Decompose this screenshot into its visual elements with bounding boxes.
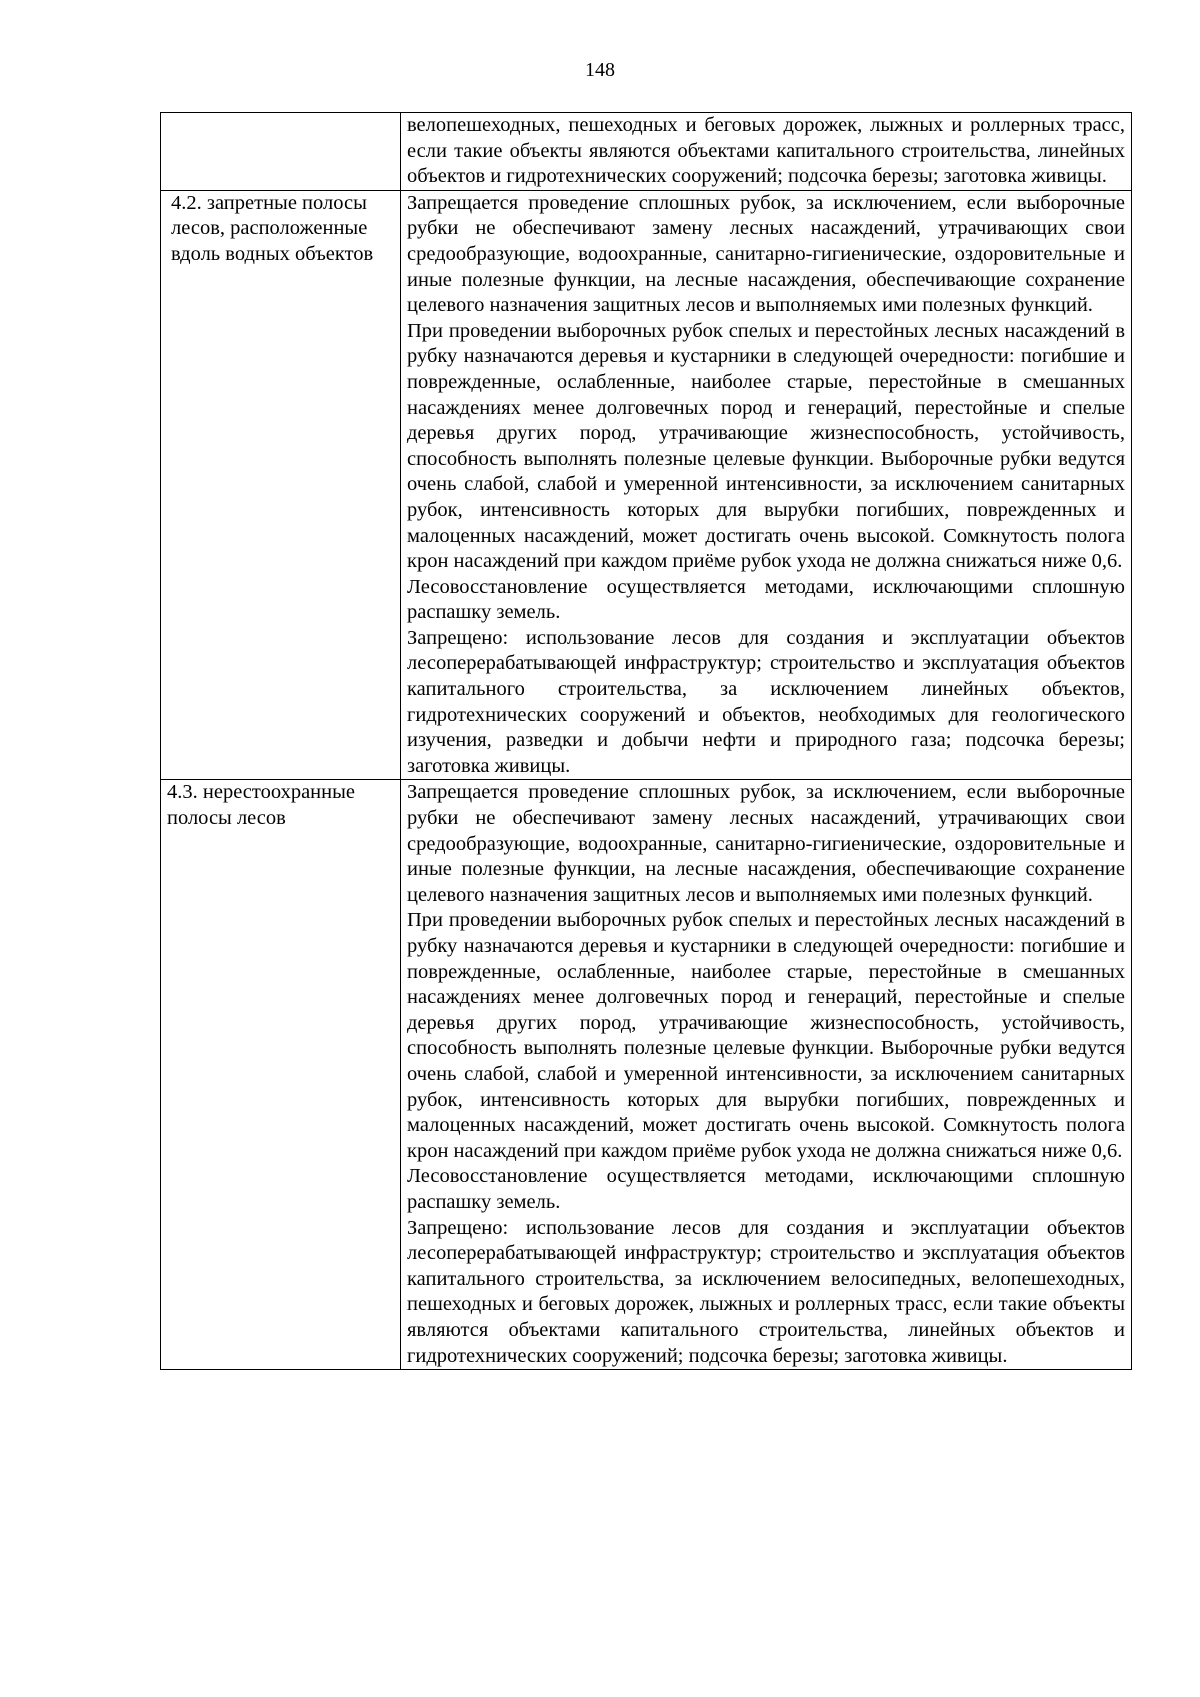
rule-paragraph: Лесовосстановление осуществляется методами, исключающими сплошную распашку земель. (407, 1165, 1125, 1213)
rule-paragraph: велопешеходных, пешеходных и беговых дорожек, лыжных и роллерных трасс, если такие объекты являются объектами капитального строительства, линейных объектов и гидротехнических сооружений; подсочка березы; заготовка живицы. (407, 114, 1125, 188)
forest-regulations-table (160, 112, 1132, 1370)
rule-paragraph: Запрещено: использование лесов для создания и эксплуатации объектов лесоперерабатывающей инфраструктур; строительство и эксплуатация объектов капитального строительства, за исключением линейных объектов, гидротехнических сооружений и объектов, необходимых для геологического изучения, разведки и добычи нефти и природного газа; подсочка березы; заготовка живицы. (407, 626, 1125, 777)
table-row (161, 113, 1132, 191)
rule-paragraph: Запрещено: использование лесов для создания и эксплуатации объектов лесоперерабатывающей инфраструктур; строительство и эксплуатация объектов капитального строительства, за исключением велосипедных, велопешеходных, пешеходных и беговых дорожек, лыжных и роллерных трасс, если такие объекты являются объектами капитального строительства, линейных объектов и гидротехнических сооружений; подсочка березы; заготовка живицы. (407, 1216, 1125, 1367)
table-row (161, 190, 1132, 780)
rule-paragraph: Лесовосстановление осуществляется методами, исключающими сплошную распашку земель. (407, 575, 1125, 624)
rules-cell (401, 190, 1132, 780)
rules-cell (401, 780, 1132, 1370)
rule-paragraph: Запрещается проведение сплошных рубок, за исключением, если выборочные рубки не обеспечивают замену лесных насаждений, утрачивающих свои средообразующие, водоохранные, санитарно-гигиенические, оздоровительные и иные полезные функции, на лесные насаждения, обеспечивающие сохранение целевого назначения защитных лесов и выполняемых ими полезных функций. (407, 191, 1125, 317)
table-row (161, 780, 1132, 1370)
page-number: 148 (585, 59, 615, 81)
category-cell (161, 780, 401, 1370)
rule-paragraph: Запрещается проведение сплошных рубок, за исключением, если выборочные рубки не обеспечивают замену лесных насаждений, утрачивающих свои средообразующие, водоохранные, санитарно-гигиенические, оздоровительные и иные полезные функции, на лесные насаждения, обеспечивающие сохранение целевого назначения защитных лесов и выполняемых ими полезных функций. (407, 781, 1125, 906)
rule-paragraph: При проведении выборочных рубок спелых и перестойных лесных насаждений в рубку назначаются деревья и кустарники в следующей очередности: погибшие и поврежденные, ослабленные, наиболее старые, перестойные в смешанных насаждениях менее долговечных пород и генераций, перестойные и спелые деревья других пород, утрачивающие жизнеспособность, устойчивость, способность выполнять полезные целевые функции. Выборочные рубки ведутся очень слабой, слабой и умеренной интенсивности, за исключением санитарных рубок, интенсивность которых для вырубки погибших, поврежденных и малоценных насаждений, может достигать очень высокой. Сомкнутость полога крон насаждений при каждом приёме рубок ухода не должна снижаться ниже 0,6. (407, 319, 1125, 573)
rules-cell (401, 113, 1132, 191)
category-cell (161, 113, 401, 191)
category-cell (161, 190, 401, 780)
category-label: 4.3. нерестоохранные полосы лесов (167, 781, 355, 830)
rule-paragraph: При проведении выборочных рубок спелых и перестойных лесных насаждений в рубку назначаются деревья и кустарники в следующей очередности: погибшие и поврежденные, ослабленные, наиболее старые, перестойные в смешанных насаждениях менее долговечных пород и генераций, перестойные и спелые деревья других пород, утрачивающие жизнеспособность, устойчивость, способность выполнять полезные целевые функции. Выборочные рубки ведутся очень слабой, слабой и умеренной интенсивности, за исключением санитарных рубок, интенсивность которых для вырубки погибших, поврежденных и малоценных насаждений, может достигать очень высокой. Сомкнутость полога крон насаждений при каждом приёме рубок ухода не должна снижаться ниже 0,6. (407, 909, 1125, 1162)
category-label: 4.2. запретные полосы лесов, расположенные вдоль водных объектов (171, 191, 374, 265)
